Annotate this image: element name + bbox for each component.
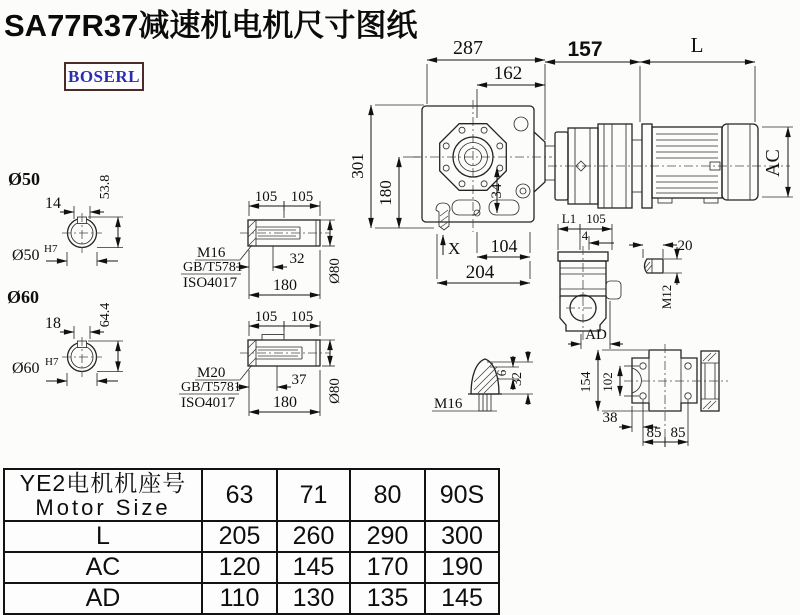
- breather-thread-label: M16: [434, 396, 463, 412]
- dim-162-label: 162: [493, 63, 523, 84]
- shaft2-105-left: 105: [254, 309, 278, 325]
- dim-AC-label: AC: [762, 149, 784, 177]
- rear-38-label: 38: [602, 410, 618, 426]
- cell-AD-80: 135: [350, 583, 425, 614]
- dim-180-label: 180: [376, 180, 395, 206]
- shaft2-standard-iso: ISO4017: [181, 395, 236, 411]
- table-row-L: [4, 521, 499, 552]
- cell-AC-63: 120: [202, 552, 277, 583]
- shaft2-105-right: 105: [290, 309, 314, 325]
- sideview-L1-label: L1: [561, 211, 577, 226]
- shaft-detail-2: [179, 309, 343, 416]
- bore60-tol-sup: H7: [45, 356, 59, 368]
- shaft2-standard-gb: GB/T5781: [181, 380, 241, 395]
- dim-301-label: 301: [348, 153, 367, 179]
- shaft2-37-label: 37: [291, 372, 307, 388]
- bore50-width-label: 14: [45, 195, 61, 212]
- shaft1-diameter-label: Ø80: [327, 258, 343, 284]
- bore-detail-60: [7, 287, 123, 386]
- size-column-71: 71: [277, 469, 350, 521]
- shaft1-105-right: 105: [290, 189, 314, 205]
- shaft1-32-label: 32: [289, 251, 305, 267]
- shaft1-180-label: 180: [273, 277, 297, 294]
- cell-L-63: 205: [202, 521, 277, 552]
- cell-AC-80: 170: [350, 552, 425, 583]
- header-cn: YE2电机机座号: [19, 470, 187, 496]
- row-label-AC: AC: [4, 552, 202, 583]
- shaft2-thread-label: M20: [197, 365, 226, 381]
- row-label-L: L: [4, 521, 202, 552]
- bore-detail-50: [8, 169, 123, 266]
- cell-AD-71: 130: [277, 583, 350, 614]
- main-view-dimensions: [348, 33, 793, 283]
- shaft-detail-1: [181, 189, 343, 299]
- motor-side-view: [545, 124, 790, 208]
- dim-104-label: 104: [490, 236, 518, 256]
- cell-AD-63: 110: [202, 583, 277, 614]
- dim-287-label: 287: [453, 37, 483, 59]
- rear-85-left-label: 85: [646, 425, 662, 441]
- page-title: SA77R37减速机电机尺寸图纸: [4, 8, 418, 43]
- shaft1-standard-iso: ISO4017: [183, 275, 238, 291]
- dim-157-label: 157: [567, 38, 603, 61]
- cell-L-80: 290: [350, 521, 425, 552]
- table-row-AD: [4, 583, 499, 614]
- size-column-80: 80: [350, 469, 425, 521]
- cell-AD-90S: 145: [425, 583, 499, 614]
- row-label-AD: AD: [4, 583, 202, 614]
- sideview-4-label: 4: [581, 228, 589, 243]
- header-en: Motor Size: [35, 495, 171, 520]
- size-column-90S: 90S: [425, 469, 499, 521]
- table-header-row: [4, 469, 499, 521]
- dim-204-label: 204: [465, 262, 495, 283]
- cell-AC-71: 145: [277, 552, 350, 583]
- shaft1-standard-gb: GB/T5781: [183, 260, 243, 275]
- bore60-height-label: 64.4: [98, 302, 113, 328]
- cell-AC-90S: 190: [425, 552, 499, 583]
- breather-6-label: 6: [494, 369, 509, 377]
- plug-detail: [629, 238, 693, 309]
- bore60-title: Ø60: [7, 287, 40, 307]
- size-column-63: 63: [202, 469, 277, 521]
- rear-154-label: 154: [579, 371, 594, 393]
- brand-logo-text: BOSERL: [68, 66, 140, 86]
- shaft1-thread-label: M16: [197, 245, 226, 261]
- dim-34-label: 34: [489, 183, 505, 199]
- table-header-motor-size: [4, 469, 202, 521]
- rear-view: [579, 344, 728, 447]
- plug-20-label: 20: [677, 238, 693, 254]
- rear-85-right-label: 85: [670, 425, 686, 441]
- gearbox-side-view: [558, 211, 623, 349]
- rear-102-label: 102: [600, 372, 615, 392]
- bore50-tol-sup: H7: [44, 243, 58, 255]
- bore50-height-label: 53.8: [98, 174, 113, 200]
- sideview-105-label: 105: [586, 211, 606, 226]
- breather-32-label: 32: [510, 372, 525, 386]
- gearbox-front-view: [413, 100, 552, 232]
- bore50-tol-label: Ø50: [12, 247, 40, 264]
- shaft2-180-label: 180: [273, 394, 297, 411]
- bore50-title: Ø50: [8, 169, 41, 189]
- cell-L-90S: 300: [425, 521, 499, 552]
- sideview-AD-label: AD: [585, 327, 607, 343]
- bore60-width-label: 18: [45, 315, 61, 332]
- plug-thread-label: M12: [659, 284, 674, 310]
- motor-size-table: [3, 468, 500, 615]
- cell-L-71: 260: [277, 521, 350, 552]
- shaft1-105-left: 105: [254, 189, 278, 205]
- shaft2-diameter-label: Ø80: [327, 378, 343, 404]
- bore60-tol-label: Ø60: [12, 360, 40, 377]
- label-X: X: [448, 239, 461, 258]
- breather-detail: [432, 351, 533, 412]
- dim-L-label: L: [690, 33, 704, 57]
- table-row-AC: [4, 552, 499, 583]
